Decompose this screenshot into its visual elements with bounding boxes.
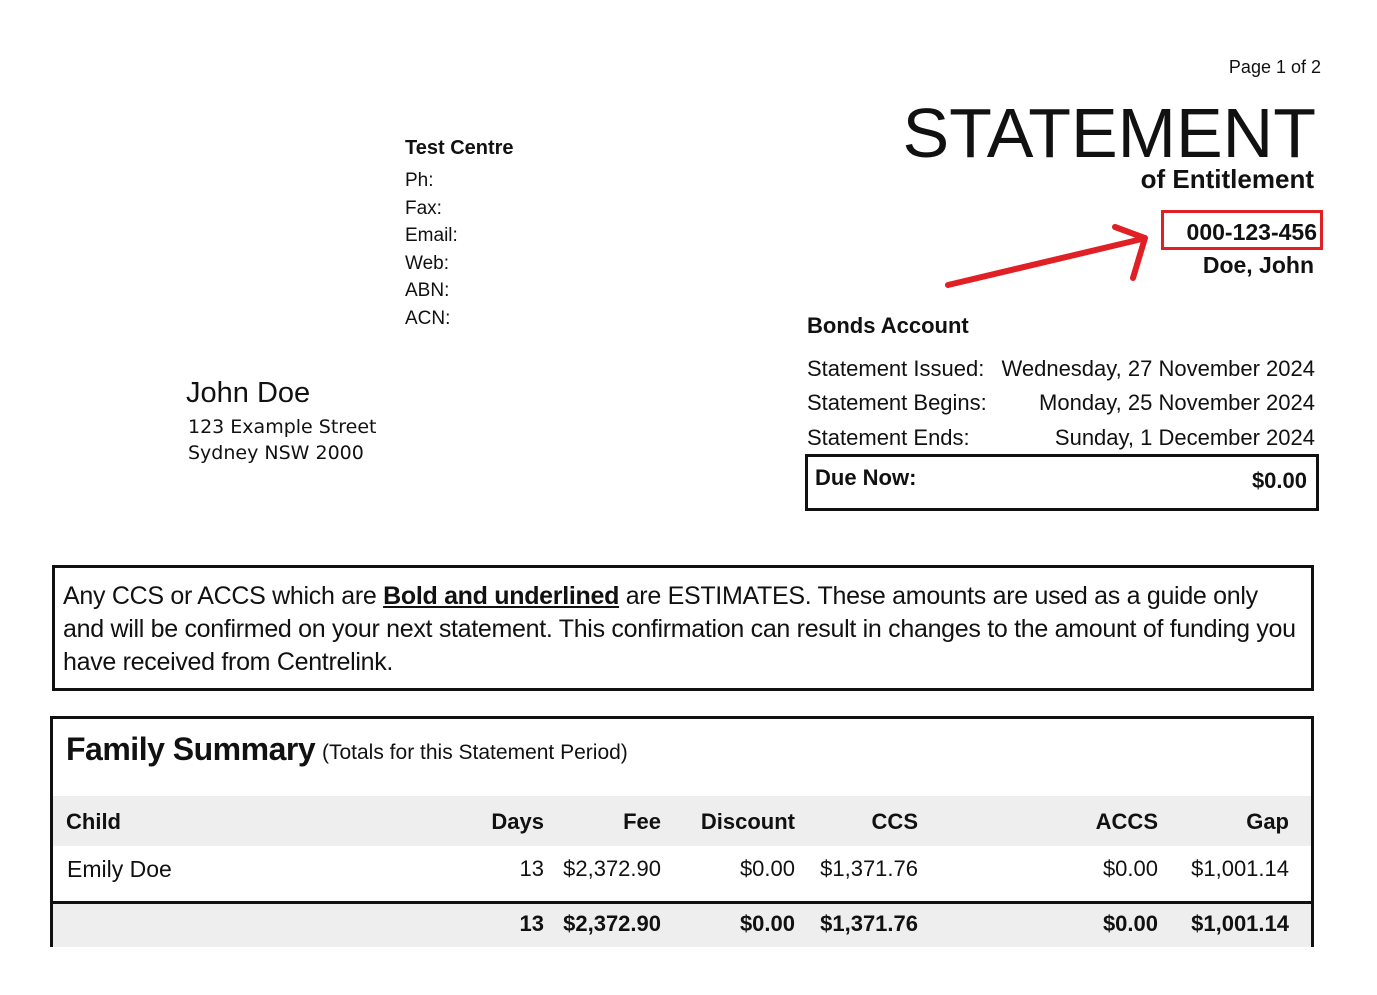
recipient-name: John Doe (186, 377, 311, 409)
table-row-days: 13 (519, 856, 544, 881)
notice-text-end: are ESTIMATES. These amounts are used as a guide only and will be confirmed on your next statement. This confirmation can result in changes to the amount of funding you have received from Centrelink. (63, 582, 1296, 676)
highlight-arrow-icon (930, 215, 1170, 295)
column-header-child: Child (66, 809, 121, 834)
total-days: 13 (519, 911, 544, 936)
centre-abn: ABN: (405, 280, 450, 301)
statement-subtitle: of Entitlement (1140, 164, 1314, 194)
page-indicator: Page 1 of 2 (1228, 57, 1321, 77)
table-row-discount: $0.00 (739, 856, 795, 881)
column-header-accs: ACCS (1095, 809, 1158, 834)
centre-email: Email: (405, 225, 458, 246)
total-discount: $0.00 (739, 911, 795, 936)
due-now-label: Due Now: (815, 465, 917, 490)
statement-title: STATEMENT (902, 94, 1316, 172)
total-ccs: $1,371.76 (820, 911, 918, 936)
table-row-gap: $1,001.14 (1191, 856, 1289, 881)
centre-fax: Fax: (405, 197, 442, 219)
account-holder-name: Doe, John (1202, 252, 1314, 278)
column-header-ccs: CCS (871, 809, 918, 834)
notice-text-start: Any CCS or ACCS which are (63, 582, 384, 610)
statement-ends-value: Sunday, 1 December 2024 (1054, 425, 1315, 450)
account-number: 000-123-456 (1186, 219, 1317, 245)
account-title: Bonds Account (807, 313, 969, 338)
column-header-days: Days (491, 809, 544, 834)
column-header-fee: Fee (623, 809, 661, 834)
statement-ends-label: Statement Ends: (807, 425, 970, 450)
column-header-gap: Gap (1246, 809, 1289, 834)
family-summary-subtitle: (Totals for this Statement Period) (322, 741, 628, 764)
centre-web: Web: (405, 252, 450, 274)
notice-emphasis: Bold and underlined (383, 582, 620, 610)
centre-info (405, 137, 514, 332)
total-accs: $0.00 (1102, 911, 1158, 936)
centre-phone: Ph: (405, 170, 434, 191)
centre-acn: ACN: (405, 307, 451, 329)
estimates-notice (52, 565, 1314, 691)
statement-issued-label: Statement Issued: (807, 356, 985, 381)
statement-begins-label: Statement Begins: (807, 390, 987, 415)
statement-issued-value: Wednesday, 27 November 2024 (1001, 356, 1315, 381)
due-now-value: $0.00 (1251, 468, 1307, 493)
recipient-address-line1: 123 Example Street (188, 416, 377, 438)
table-row-accs: $0.00 (1102, 856, 1158, 881)
total-gap: $1,001.14 (1191, 911, 1289, 936)
table-row-child: Emily Doe (67, 856, 172, 882)
centre-name: Test Centre (405, 137, 514, 159)
family-summary-title: Family Summary (66, 731, 316, 767)
column-header-discount: Discount (700, 809, 795, 834)
table-row-ccs: $1,371.76 (820, 856, 918, 881)
table-row-fee: $2,372.90 (563, 856, 661, 881)
statement-begins-value: Monday, 25 November 2024 (1039, 390, 1315, 415)
recipient-address-line2: Sydney NSW 2000 (188, 442, 364, 464)
total-fee: $2,372.90 (563, 911, 661, 936)
